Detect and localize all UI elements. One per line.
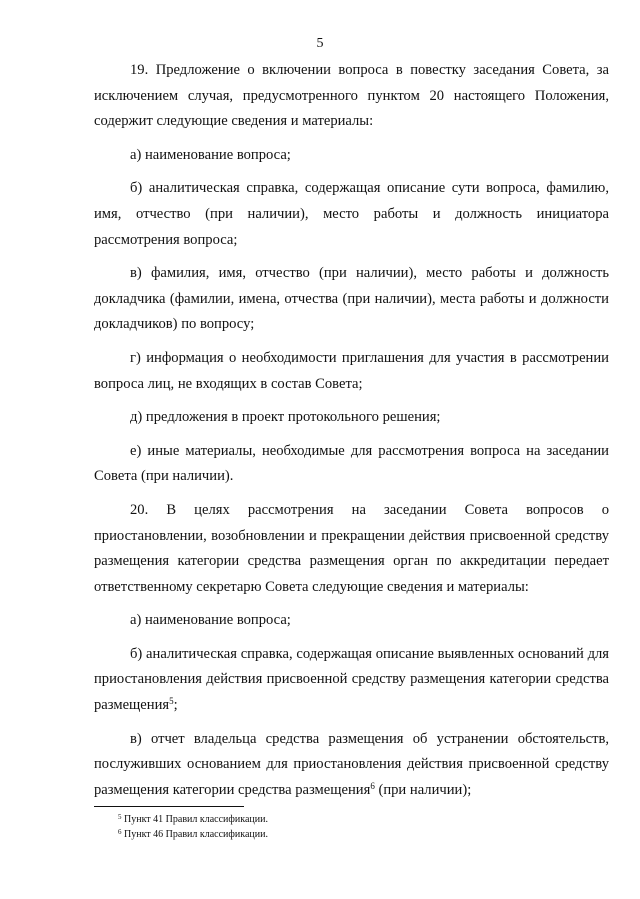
footnote-text: Пункт 46 Правил классификации.	[121, 829, 268, 840]
paragraph-20-v	[94, 727, 609, 804]
footnote-6	[118, 827, 268, 842]
paragraph-20-b	[94, 642, 609, 719]
paragraph-19-e: е) иные материалы, необходимые для рассмотрения вопроса на заседании Совета (при наличии).	[94, 442, 609, 485]
footnote-ref-5[interactable]: 5	[169, 696, 174, 707]
paragraph-19-v: в) фамилия, имя, отчество (при наличии), место работы и должность докладчика (фамилии, имена, отчества (при наличии), места работы и должности докладчиков) по вопросу;	[94, 265, 609, 333]
paragraph-20-b-text: б) аналитическая справка, содержащая описание выявленных оснований для приостановления действия присвоенной средству размещения категории средства размещения	[94, 645, 609, 714]
footnote-mark: 5	[118, 813, 122, 821]
footnote-5	[118, 812, 268, 827]
paragraph-19-a: а) наименование вопроса;	[130, 146, 291, 163]
footnote-mark: 6	[118, 828, 122, 836]
paragraph-19-d: д) предложения в проект протокольного решения;	[130, 409, 441, 426]
paragraph-19-b: б) аналитическая справка, содержащая описание сути вопроса, фамилию, имя, отчество (при наличии), место работы и должность инициатора рассмотрения вопроса;	[94, 180, 609, 248]
paragraph-20-a: а) наименование вопроса;	[130, 612, 291, 629]
footnote-divider	[94, 806, 244, 807]
page-number: 5	[316, 36, 324, 51]
footnote-text: Пункт 41 Правил классификации.	[121, 814, 268, 825]
paragraph-19: 19. Предложение о включении вопроса в повестку заседания Совета, за исключением случая, предусмотренного пунктом 20 настоящего Положения, содержит следующие сведения и материалы:	[94, 62, 609, 130]
document-body	[94, 58, 609, 803]
paragraph-20-b-tail: ;	[173, 697, 178, 714]
footnotes	[118, 812, 268, 842]
paragraph-20: 20. В целях рассмотрения на заседании Совета вопросов о приостановлении, возобновлении и прекращении действия присвоенной средству размещения категории средства размещения орган по аккредитации передает ответственному секретарю Совета следующие сведения и материалы:	[94, 501, 609, 595]
paragraph-20-v-tail: (при наличии);	[374, 781, 472, 798]
paragraph-20-v-text: в) отчет владельца средства размещения об устранении обстоятельств, послуживших основанием для приостановления действия присвоенной средству размещения категории средства размещения	[94, 730, 609, 798]
footnote-ref-6[interactable]: 6	[370, 780, 375, 791]
paragraph-19-g: г) информация о необходимости приглашения для участия в рассмотрении вопроса лиц, не входящих в состав Совета;	[94, 349, 609, 392]
